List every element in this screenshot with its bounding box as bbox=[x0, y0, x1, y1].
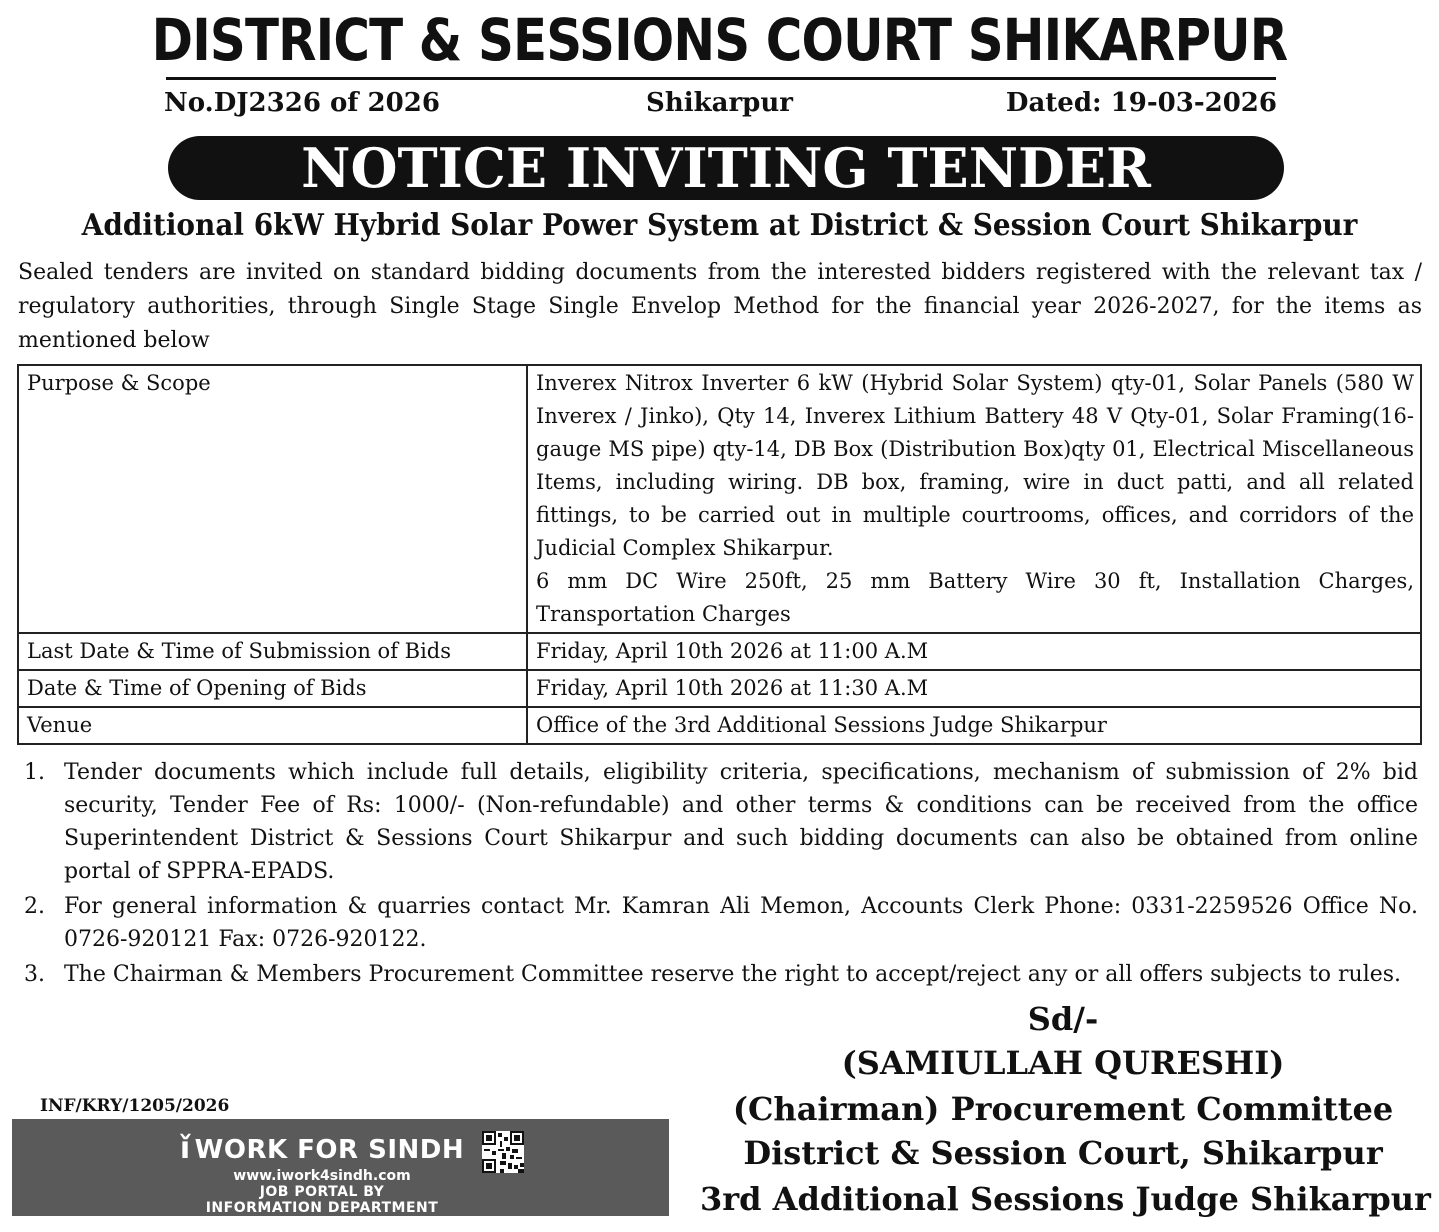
info-ref-code: INF/KRY/1205/2026 bbox=[40, 1096, 230, 1116]
list-item bbox=[24, 890, 1418, 956]
row-value bbox=[527, 365, 1421, 633]
row-label: Date & Time of Opening of Bids bbox=[18, 670, 527, 707]
row-value: Friday, April 10th 2026 at 11:30 A.M bbox=[527, 670, 1421, 707]
intro-paragraph: Sealed tenders are invited on standard bidding documents from the interested bidders registered with the relevant tax / regulatory authorities, through Single Stage Single Envelop Method for the financial year 2026-2027, for the items as mentioned below bbox=[18, 260, 1422, 353]
date: Dated: 19-03-2026 bbox=[1005, 88, 1277, 118]
portal-text-block bbox=[162, 1131, 482, 1216]
term-number: 2. bbox=[24, 894, 45, 919]
portal-logo bbox=[162, 1131, 482, 1166]
row-label: Venue bbox=[18, 707, 527, 744]
qr-code-icon bbox=[482, 1131, 524, 1173]
tender-details-table bbox=[17, 364, 1422, 745]
row-value: Friday, April 10th 2026 at 11:00 A.M bbox=[527, 633, 1421, 670]
place: Shikarpur bbox=[646, 88, 793, 118]
portal-tagline-2: INFORMATION DEPARTMENT bbox=[205, 1200, 439, 1216]
title-underline bbox=[166, 77, 1276, 80]
portal-i-icon: ǐ bbox=[179, 1131, 191, 1166]
list-item bbox=[24, 958, 1418, 991]
banner-title: NOTICE INVITING TENDER bbox=[301, 136, 1151, 200]
notice-banner bbox=[168, 136, 1284, 200]
signatory-name: (SAMIULLAH QURESHI) bbox=[841, 1044, 1285, 1082]
table-row bbox=[18, 707, 1421, 744]
terms-list bbox=[24, 756, 1418, 993]
table-row bbox=[18, 633, 1421, 670]
court-title: DISTRICT & SESSIONS COURT SHIKARPUR bbox=[151, 6, 1288, 74]
signatory-judge: 3rd Additional Sessions Judge Shikarpur bbox=[700, 1180, 1431, 1218]
signature-sd: Sd/- bbox=[1027, 1000, 1099, 1038]
row-label: Last Date & Time of Submission of Bids bbox=[18, 633, 527, 670]
term-text: For general information & quarries contact Mr. Kamran Ali Memon, Accounts Clerk Phone: 0331-2259526 Office No. 0726-920121 Fax: 0726-920122. bbox=[64, 894, 1418, 952]
portal-tagline-1: JOB PORTAL BY bbox=[259, 1184, 385, 1200]
table-row bbox=[18, 670, 1421, 707]
signatory-court: District & Session Court, Shikarpur bbox=[743, 1134, 1383, 1172]
job-portal-banner bbox=[12, 1119, 669, 1216]
portal-url: www.iwork4sindh.com bbox=[233, 1168, 411, 1184]
list-item bbox=[24, 756, 1418, 888]
signatory-role: (Chairman) Procurement Committee bbox=[732, 1090, 1394, 1128]
term-number: 1. bbox=[24, 760, 45, 785]
tender-subject: Additional 6kW Hybrid Solar Power System at District & Session Court Shikarpur bbox=[81, 208, 1358, 243]
row-label: Purpose & Scope bbox=[18, 365, 527, 633]
term-text: The Chairman & Members Procurement Committee reserve the right to accept/reject any or all offers subjects to rules. bbox=[64, 962, 1402, 987]
portal-logo-text: WORK FOR SINDH bbox=[194, 1135, 465, 1165]
row-value: Office of the 3rd Additional Sessions Judge Shikarpur bbox=[527, 707, 1421, 744]
reference-number: No.DJ2326 of 2026 bbox=[164, 88, 440, 118]
scope-text: Inverex Nitrox Inverter 6 kW (Hybrid Solar System) qty-01, Solar Panels (580 W Inverex / Jinko), Qty 14, Inverex Lithium Battery 48 V Qty-01, Solar Framing(16-gauge MS pipe) qty-14, DB Box (Distribution Box)qty 01, Electrical Miscellaneous Items, including wiring. DB box, framing, wire in duct patti, and all related fittings, to be carried out in multiple courtrooms, offices, and corridors of the Judicial Complex Shikarpur. bbox=[536, 371, 1414, 560]
term-text: Tender documents which include full details, eligibility criteria, specifications, mechanism of submission of 2% bid security, Tender Fee of Rs: 1000/- (Non-refundable) and other terms & conditions can be received from the office Superintendent District & Sessions Court Shikarpur and such bidding documents can also be obtained from online portal of SPPRA-EPADS. bbox=[64, 760, 1418, 884]
table-row bbox=[18, 365, 1421, 633]
term-number: 3. bbox=[24, 962, 45, 987]
scope-text-extra: 6 mm DC Wire 250ft, 25 mm Battery Wire 30 ft, Installation Charges, Transportation Charges bbox=[536, 569, 1414, 626]
